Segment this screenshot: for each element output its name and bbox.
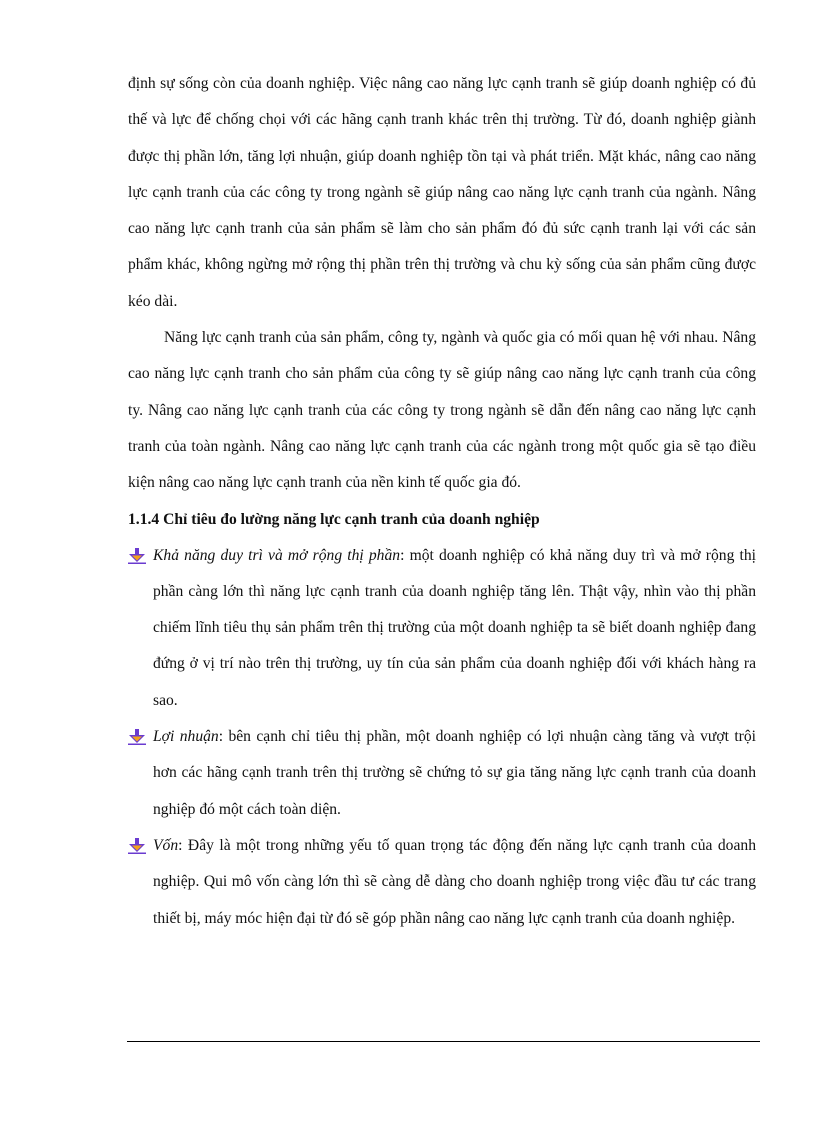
arrow-down-bullet-icon xyxy=(128,729,146,745)
body-paragraph-1: định sự sống còn của doanh nghiệp. Việc nâng cao năng lực cạnh tranh sẽ giúp doanh nghiệp có đủ thế và lực để chống chọi với các hãng cạnh tranh khác trên thị trường. Từ đó, doanh nghiệp giành được thị phần lớn, tăng lợi nhuận, giúp doanh nghiệp tồn tại và phát triển. Mặt khác, nâng cao năng lực cạnh tranh của các công ty trong ngành sẽ giúp nâng cao năng lực cạnh tranh của ngành. Nâng cao năng lực cạnh tranh của sản phẩm sẽ làm cho sản phẩm đó đủ sức cạnh tranh lại với các sản phẩm khác, không ngừng mở rộng thị phần trên thị trường và chu kỳ sống của sản phẩm cũng được kéo dài. xyxy=(128,75,756,310)
bullet-paragraph xyxy=(153,538,756,719)
arrow-down-bullet-icon xyxy=(128,548,146,564)
footer-divider xyxy=(127,1041,760,1042)
bullet-term: Vốn xyxy=(153,836,179,854)
arrow-down-bullet-icon xyxy=(128,838,146,854)
bullet-term: Lợi nhuận xyxy=(153,728,219,746)
body-paragraph-2: Năng lực cạnh tranh của sản phẩm, công ty, ngành và quốc gia có mối quan hệ với nhau. Nâng cao năng lực cạnh tranh cho sản phẩm của công ty sẽ giúp nâng cao năng lực cạnh tranh của công ty. Nâng cao năng lực cạnh tranh của các công ty trong ngành sẽ dẫn đến nâng cao năng lực cạnh tranh của toàn ngành. Nâng cao năng lực cạnh tranh của các ngành trong một quốc gia sẽ tạo điều kiện nâng cao năng lực cạnh tranh của nền kinh tế quốc gia đó. xyxy=(128,329,756,492)
document-page xyxy=(128,66,756,937)
bullet-term: Khả năng duy trì và mở rộng thị phần xyxy=(153,546,401,564)
bullet-paragraph xyxy=(153,719,756,828)
bullet-item xyxy=(128,828,756,937)
bullet-paragraph xyxy=(153,828,756,937)
section-heading: 1.1.4 Chỉ tiêu đo lường năng lực cạnh tranh của doanh nghiệp xyxy=(128,510,540,528)
bullet-item xyxy=(128,538,756,719)
bullet-item xyxy=(128,719,756,828)
bullet-text: : một doanh nghiệp có khả năng duy trì và mở rộng thị phần càng lớn thì năng lực cạnh tranh của doanh nghiệp tăng lên. Thật vậy, nhìn vào thị phần chiếm lĩnh tiêu thụ sản phẩm trên thị trường của một doanh nghiệp ta sẽ biết doanh nghiệp đang đứng ở vị trí nào trên thị trường, uy tín của sản phẩm của doanh nghiệp đối với khách hàng ra sao. xyxy=(153,546,756,709)
bullet-text: : bên cạnh chỉ tiêu thị phần, một doanh nghiệp có lợi nhuận càng tăng và vượt trội hơn các hãng cạnh tranh trên thị trường sẽ chứng tỏ sự gia tăng năng lực cạnh tranh của doanh nghiệp đó một cách toàn diện. xyxy=(153,728,756,818)
bullet-text: : Đây là một trong những yếu tố quan trọng tác động đến năng lực cạnh tranh của doanh nghiệp. Qui mô vốn càng lớn thì sẽ càng dễ dàng cho doanh nghiệp trong việc đầu tư các trang thiết bị, máy móc hiện đại từ đó sẽ góp phần nâng cao năng lực cạnh tranh của doanh nghiệp. xyxy=(153,836,756,927)
